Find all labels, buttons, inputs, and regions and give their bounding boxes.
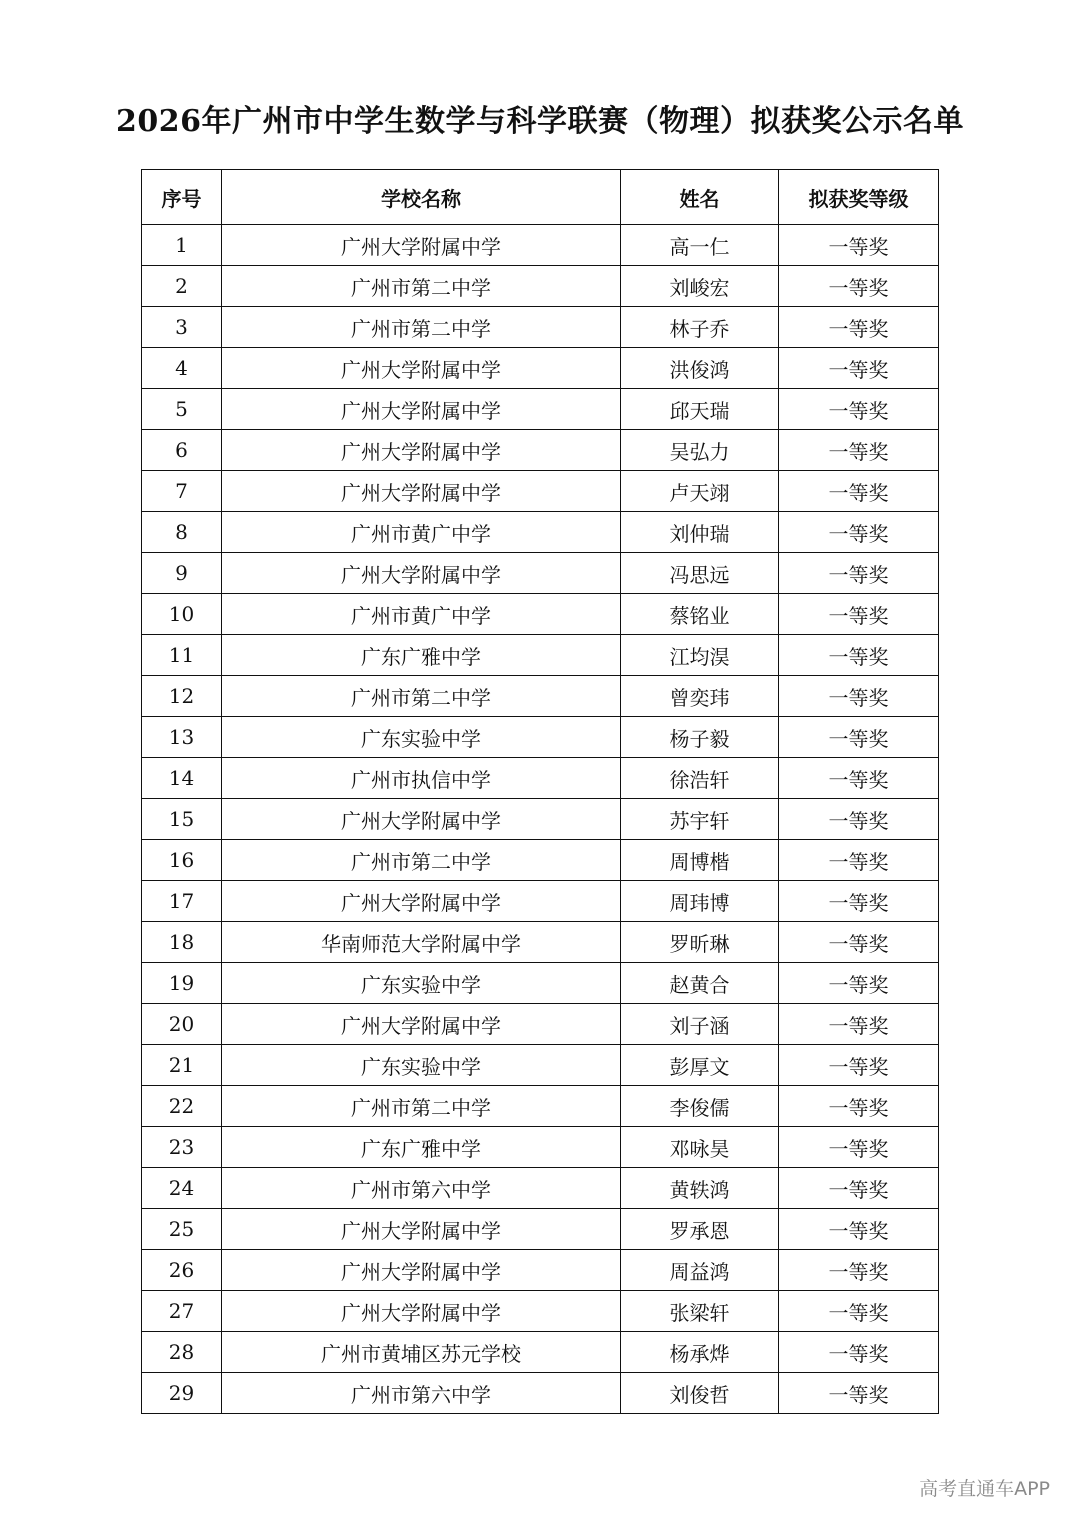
table-row (142, 1209, 939, 1250)
cell-name: 彭厚文 (621, 1045, 779, 1086)
table-row (142, 963, 939, 1004)
cell-award-level: 一等奖 (779, 389, 939, 430)
cell-school: 广东实验中学 (222, 1045, 621, 1086)
cell-award-level: 一等奖 (779, 512, 939, 553)
cell-name: 吴弘力 (621, 430, 779, 471)
table-row (142, 594, 939, 635)
cell-index: 10 (142, 594, 222, 635)
cell-award-level: 一等奖 (779, 471, 939, 512)
table-row (142, 430, 939, 471)
header-name: 姓名 (621, 170, 779, 225)
cell-index: 20 (142, 1004, 222, 1045)
cell-name: 李俊儒 (621, 1086, 779, 1127)
cell-index: 25 (142, 1209, 222, 1250)
cell-award-level: 一等奖 (779, 1250, 939, 1291)
cell-name: 周博楷 (621, 840, 779, 881)
cell-name: 赵黄合 (621, 963, 779, 1004)
cell-school: 华南师范大学附属中学 (222, 922, 621, 963)
cell-name: 蔡铭业 (621, 594, 779, 635)
table-row (142, 471, 939, 512)
cell-index: 21 (142, 1045, 222, 1086)
table-row (142, 348, 939, 389)
cell-school: 广州大学附属中学 (222, 1209, 621, 1250)
cell-name: 周益鸿 (621, 1250, 779, 1291)
table-body (142, 225, 939, 1414)
cell-award-level: 一等奖 (779, 430, 939, 471)
table-header-row (142, 170, 939, 225)
table-row (142, 1168, 939, 1209)
cell-award-level: 一等奖 (779, 1291, 939, 1332)
cell-award-level: 一等奖 (779, 1127, 939, 1168)
cell-school: 广州市执信中学 (222, 758, 621, 799)
cell-index: 8 (142, 512, 222, 553)
cell-index: 4 (142, 348, 222, 389)
cell-award-level: 一等奖 (779, 1373, 939, 1414)
header-award-level: 拟获奖等级 (779, 170, 939, 225)
cell-award-level: 一等奖 (779, 1209, 939, 1250)
table-row (142, 553, 939, 594)
table-row (142, 635, 939, 676)
cell-school: 广州大学附属中学 (222, 881, 621, 922)
cell-index: 2 (142, 266, 222, 307)
cell-award-level: 一等奖 (779, 594, 939, 635)
cell-index: 23 (142, 1127, 222, 1168)
cell-school: 广州大学附属中学 (222, 225, 621, 266)
cell-award-level: 一等奖 (779, 1168, 939, 1209)
cell-school: 广州大学附属中学 (222, 471, 621, 512)
cell-index: 15 (142, 799, 222, 840)
cell-award-level: 一等奖 (779, 1332, 939, 1373)
header-index: 序号 (142, 170, 222, 225)
table-row (142, 717, 939, 758)
cell-index: 28 (142, 1332, 222, 1373)
cell-name: 杨承烨 (621, 1332, 779, 1373)
table-row (142, 307, 939, 348)
cell-name: 邓咏昊 (621, 1127, 779, 1168)
cell-award-level: 一等奖 (779, 307, 939, 348)
table-row (142, 758, 939, 799)
cell-award-level: 一等奖 (779, 225, 939, 266)
cell-name: 洪俊鸿 (621, 348, 779, 389)
cell-award-level: 一等奖 (779, 266, 939, 307)
cell-school: 广州市黄埔区苏元学校 (222, 1332, 621, 1373)
cell-name: 苏宇轩 (621, 799, 779, 840)
cell-name: 黄轶鸿 (621, 1168, 779, 1209)
cell-school: 广州大学附属中学 (222, 430, 621, 471)
cell-name: 刘峻宏 (621, 266, 779, 307)
cell-name: 曾奕玮 (621, 676, 779, 717)
cell-name: 刘子涵 (621, 1004, 779, 1045)
table-row (142, 1250, 939, 1291)
cell-school: 广东广雅中学 (222, 1127, 621, 1168)
cell-index: 1 (142, 225, 222, 266)
cell-index: 17 (142, 881, 222, 922)
cell-school: 广东实验中学 (222, 963, 621, 1004)
cell-award-level: 一等奖 (779, 635, 939, 676)
cell-index: 11 (142, 635, 222, 676)
table-row (142, 676, 939, 717)
cell-index: 13 (142, 717, 222, 758)
cell-name: 杨子毅 (621, 717, 779, 758)
cell-school: 广州市第六中学 (222, 1373, 621, 1414)
table-row (142, 1045, 939, 1086)
cell-school: 广州大学附属中学 (222, 553, 621, 594)
table-row (142, 1004, 939, 1045)
watermark: 高考直通车APP (919, 1478, 1050, 1500)
cell-index: 12 (142, 676, 222, 717)
cell-award-level: 一等奖 (779, 1086, 939, 1127)
cell-award-level: 一等奖 (779, 348, 939, 389)
cell-award-level: 一等奖 (779, 676, 939, 717)
cell-award-level: 一等奖 (779, 881, 939, 922)
award-list-table (141, 169, 939, 1414)
cell-index: 7 (142, 471, 222, 512)
cell-index: 5 (142, 389, 222, 430)
cell-index: 18 (142, 922, 222, 963)
cell-name: 张梁轩 (621, 1291, 779, 1332)
cell-name: 罗昕琳 (621, 922, 779, 963)
cell-school: 广州市第二中学 (222, 676, 621, 717)
cell-award-level: 一等奖 (779, 799, 939, 840)
cell-award-level: 一等奖 (779, 840, 939, 881)
cell-award-level: 一等奖 (779, 922, 939, 963)
cell-index: 9 (142, 553, 222, 594)
cell-index: 24 (142, 1168, 222, 1209)
table-row (142, 1127, 939, 1168)
cell-index: 19 (142, 963, 222, 1004)
cell-name: 刘仲瑞 (621, 512, 779, 553)
cell-school: 广州大学附属中学 (222, 1250, 621, 1291)
cell-school: 广州大学附属中学 (222, 389, 621, 430)
cell-school: 广州大学附属中学 (222, 348, 621, 389)
table-row (142, 922, 939, 963)
cell-school: 广州市第二中学 (222, 1086, 621, 1127)
table-row (142, 1086, 939, 1127)
cell-name: 江均淏 (621, 635, 779, 676)
cell-name: 罗承恩 (621, 1209, 779, 1250)
cell-name: 周玮博 (621, 881, 779, 922)
table-row (142, 512, 939, 553)
cell-award-level: 一等奖 (779, 717, 939, 758)
cell-award-level: 一等奖 (779, 963, 939, 1004)
cell-index: 3 (142, 307, 222, 348)
cell-school: 广州大学附属中学 (222, 1291, 621, 1332)
cell-school: 广州市第二中学 (222, 840, 621, 881)
cell-index: 22 (142, 1086, 222, 1127)
cell-index: 27 (142, 1291, 222, 1332)
cell-name: 卢天翊 (621, 471, 779, 512)
cell-name: 林子乔 (621, 307, 779, 348)
cell-school: 广州市第六中学 (222, 1168, 621, 1209)
cell-school: 广州大学附属中学 (222, 1004, 621, 1045)
document-title: 2026年广州市中学生数学与科学联赛（物理）拟获奖公示名单 (116, 104, 964, 139)
header-school: 学校名称 (222, 170, 621, 225)
cell-index: 29 (142, 1373, 222, 1414)
cell-name: 徐浩轩 (621, 758, 779, 799)
cell-name: 冯思远 (621, 553, 779, 594)
cell-name: 邱天瑞 (621, 389, 779, 430)
table-row (142, 881, 939, 922)
cell-index: 16 (142, 840, 222, 881)
table-row (142, 1332, 939, 1373)
cell-school: 广州市第二中学 (222, 266, 621, 307)
cell-school: 广州市黄广中学 (222, 512, 621, 553)
cell-school: 广东广雅中学 (222, 635, 621, 676)
table-row (142, 1373, 939, 1414)
cell-school: 广东实验中学 (222, 717, 621, 758)
cell-index: 26 (142, 1250, 222, 1291)
table-row (142, 799, 939, 840)
cell-school: 广州大学附属中学 (222, 799, 621, 840)
cell-award-level: 一等奖 (779, 1004, 939, 1045)
table-row (142, 840, 939, 881)
table-row (142, 225, 939, 266)
cell-name: 刘俊哲 (621, 1373, 779, 1414)
cell-index: 6 (142, 430, 222, 471)
cell-index: 14 (142, 758, 222, 799)
cell-school: 广州市第二中学 (222, 307, 621, 348)
table-row (142, 266, 939, 307)
cell-name: 高一仁 (621, 225, 779, 266)
cell-award-level: 一等奖 (779, 1045, 939, 1086)
table-row (142, 389, 939, 430)
cell-award-level: 一等奖 (779, 553, 939, 594)
table-row (142, 1291, 939, 1332)
cell-school: 广州市黄广中学 (222, 594, 621, 635)
cell-award-level: 一等奖 (779, 758, 939, 799)
